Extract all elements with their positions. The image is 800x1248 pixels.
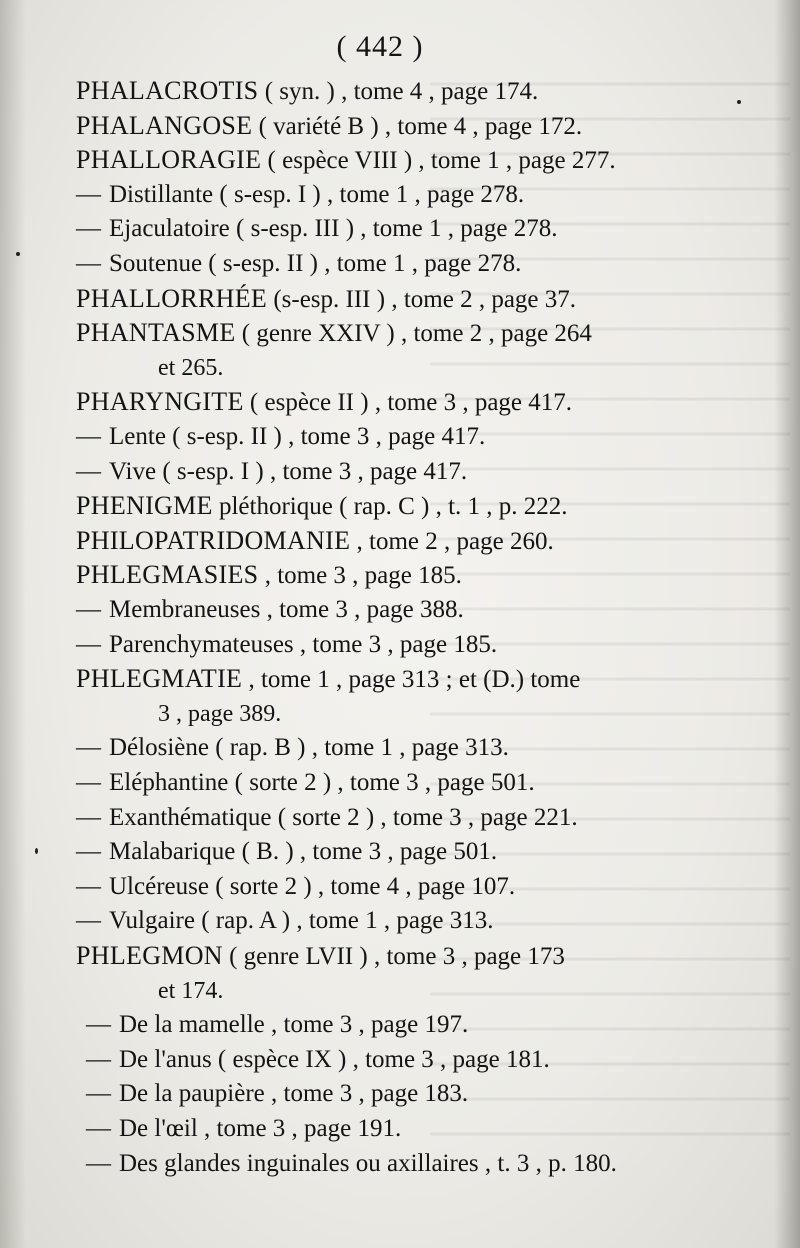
entry-headword: PHALLORRHÉE <box>76 283 268 313</box>
entry-headword: PHLEGMASIES <box>76 560 259 590</box>
entry-headword: PHANTASME <box>76 318 236 348</box>
entry-headword: PHALACROTIS <box>76 76 259 105</box>
entry-dash: — <box>76 734 101 762</box>
entry-dash: — <box>76 250 101 277</box>
entry-dash: — <box>86 1115 111 1142</box>
entry-reference: ( genre LVII ) , tome 3 , page 173 <box>222 943 565 970</box>
entry-headword: PHALLORAGIE <box>76 145 262 175</box>
index-subentry <box>86 1010 468 1040</box>
subentry-text: Eléphantine ( sorte 2 ) , tome 3 , page 501. <box>109 769 535 796</box>
subentry-text: Distillante ( s-esp. I ) , tome 1 , page 278. <box>109 180 525 208</box>
continuation-text: 3 , page 389. <box>158 700 282 727</box>
entry-dash: — <box>76 423 101 450</box>
entry-reference: , tome 3 , page 185. <box>258 562 462 590</box>
index-subentry <box>76 630 497 660</box>
subentry-text: De l'anus ( espèce IX ) , tome 3 , page 181. <box>119 1045 550 1073</box>
index-subentry <box>76 906 494 936</box>
ink-speck <box>737 100 741 104</box>
entry-reference: pléthorique ( rap. C ) , t. 1 , p. 222. <box>212 493 568 521</box>
continuation-text: et 265. <box>158 354 224 381</box>
index-subentry <box>76 249 521 279</box>
index-entry-continuation <box>158 699 281 729</box>
subentry-text: Soutenue ( s-esp. II ) , tome 1 , page 278. <box>109 250 522 277</box>
entry-reference: , tome 2 , page 260. <box>350 527 554 555</box>
index-entry <box>76 284 576 315</box>
subentry-text: De la mamelle , tome 3 , page 197. <box>119 1011 469 1039</box>
entry-dash: — <box>86 1011 111 1039</box>
subentry-text: De la paupière , tome 3 , page 183. <box>119 1080 469 1108</box>
entry-dash: — <box>76 596 101 623</box>
entry-reference: ( espèce II ) , tome 3 , page 417. <box>243 389 573 417</box>
entry-headword: PHENIGME <box>76 491 213 521</box>
entry-headword: PHARYNGITE <box>76 387 244 417</box>
entry-headword: PHILOPATRIDOMANIE <box>76 525 351 555</box>
page-edge-left <box>0 0 26 1248</box>
index-subentry <box>86 1114 401 1144</box>
subentry-text: Lente ( s-esp. II ) , tome 3 , page 417. <box>109 423 486 450</box>
index-entry <box>76 560 462 591</box>
entry-dash: — <box>86 1080 111 1108</box>
subentry-text: Malabarique ( B. ) , tome 3 , page 501. <box>109 838 498 866</box>
entry-dash: — <box>76 180 101 208</box>
continuation-text: et 174. <box>158 977 224 1004</box>
index-entry <box>76 664 580 695</box>
index-entry <box>76 111 582 142</box>
index-subentry <box>76 595 464 625</box>
index-entry <box>76 76 538 107</box>
subentry-text: Des glandes inguinales ou axillaires , t. 3 , p. 180. <box>119 1149 617 1177</box>
subentry-text: Ulcéreuse ( sorte 2 ) , tome 4 , page 107. <box>109 872 516 900</box>
entry-reference: ( variété B ) , tome 4 , page 172. <box>252 112 583 140</box>
entry-headword: PHLEGMON <box>76 941 223 970</box>
entry-reference: ( espèce VIII ) , tome 1 , page 277. <box>261 147 616 175</box>
subentry-text: Membraneuses , tome 3 , page 388. <box>109 596 464 623</box>
entry-dash: — <box>76 907 101 935</box>
entry-headword: PHLEGMATIE <box>76 664 243 694</box>
page-edge-right <box>774 0 800 1248</box>
index-subentry <box>76 457 467 487</box>
entry-dash: — <box>76 838 101 866</box>
entry-dash: — <box>76 872 101 900</box>
index-entry-continuation <box>158 976 223 1006</box>
entry-dash: — <box>86 1045 111 1073</box>
index-subentry <box>76 214 557 244</box>
entry-reference: , tome 1 , page 313 ; et (D.) tome <box>242 666 581 694</box>
index-entry <box>76 491 568 522</box>
entry-dash: — <box>76 630 101 658</box>
subentry-text: Parenchymateuses , tome 3 , page 185. <box>109 630 498 658</box>
subentry-text: Délosiène ( rap. B ) , tome 1 , page 313. <box>109 734 509 762</box>
index-entry <box>76 318 592 349</box>
index-subentry <box>86 1045 550 1075</box>
entry-dash: — <box>86 1149 111 1177</box>
index-entry <box>76 387 572 418</box>
index-entry <box>76 145 616 176</box>
index-entry-continuation <box>158 353 223 383</box>
index-subentry <box>76 872 515 902</box>
ink-speck <box>16 252 20 256</box>
index-subentry <box>86 1079 468 1109</box>
index-subentry <box>76 768 535 798</box>
index-subentry <box>76 733 509 763</box>
index-entry <box>76 526 554 557</box>
subentry-text: Vulgaire ( rap. A ) , tome 1 , page 313. <box>109 907 494 935</box>
entry-reference: (s-esp. III ) , tome 2 , page 37. <box>267 285 577 313</box>
entry-headword: PHALANGOSE <box>76 110 253 140</box>
index-subentry <box>76 837 497 867</box>
subentry-text: De l'œil , tome 3 , page 191. <box>119 1115 402 1142</box>
index-entry <box>76 941 565 972</box>
ink-speck <box>35 848 38 854</box>
index-subentry <box>86 1149 617 1179</box>
subentry-text: Exanthématique ( sorte 2 ) , tome 3 , page 221. <box>109 803 578 831</box>
subentry-text: Vive ( s-esp. I ) , tome 3 , page 417. <box>109 457 468 485</box>
entry-dash: — <box>76 457 101 485</box>
entry-reference: ( syn. ) , tome 4 , page 174. <box>258 78 539 105</box>
page-number: ( 442 ) <box>336 30 424 63</box>
index-subentry <box>76 422 485 452</box>
entry-dash: — <box>76 803 101 831</box>
index-subentry <box>76 180 524 210</box>
index-subentry <box>76 803 578 833</box>
entry-dash: — <box>76 215 101 243</box>
entry-dash: — <box>76 769 101 796</box>
entry-reference: ( genre XXIV ) , tome 2 , page 264 <box>235 320 592 348</box>
subentry-text: Ejaculatoire ( s-esp. III ) , tome 1 , page 278. <box>109 215 558 243</box>
